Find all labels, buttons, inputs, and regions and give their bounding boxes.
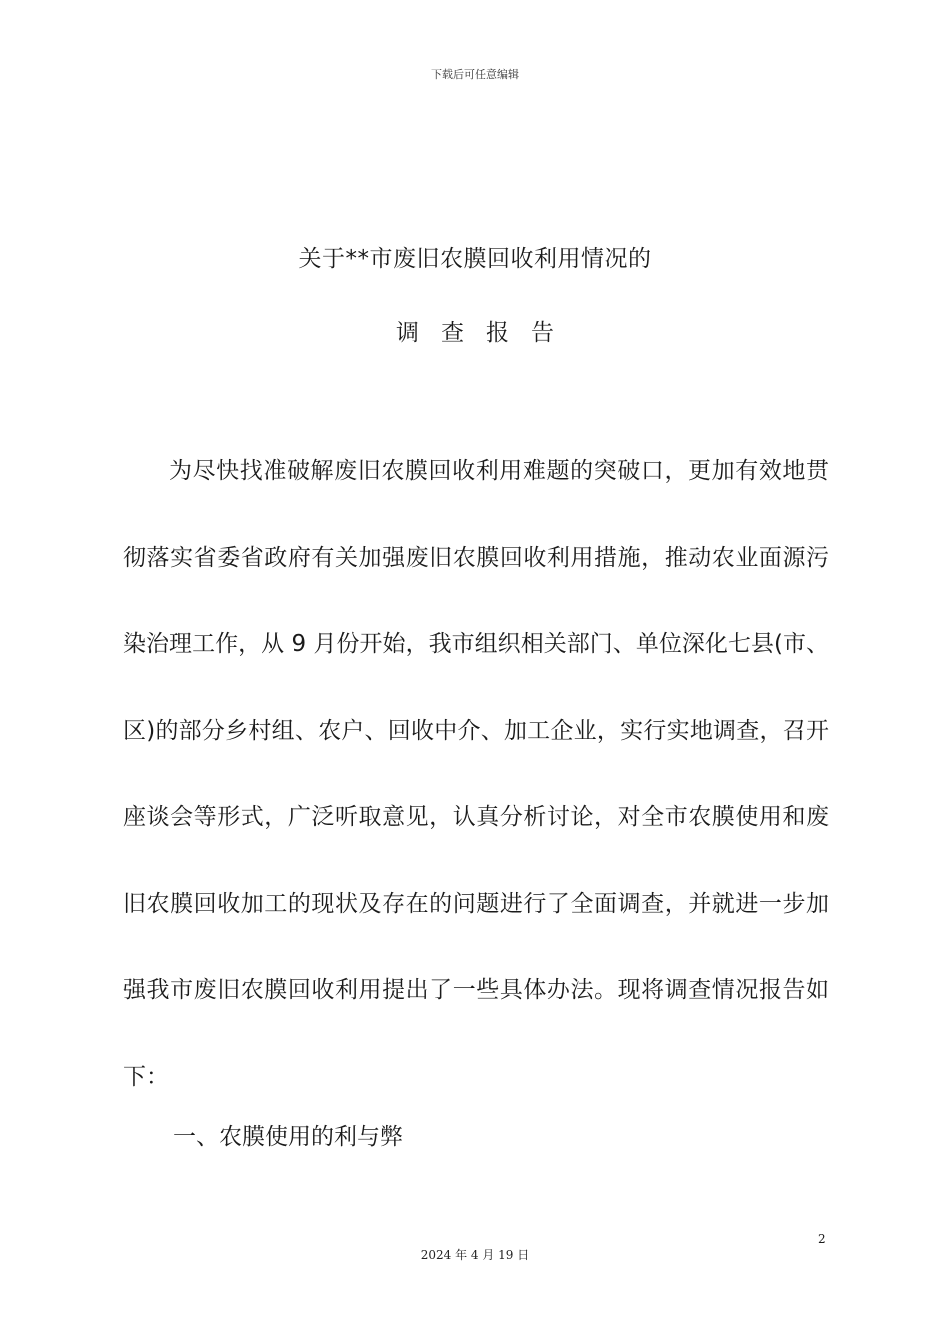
section-heading: 一、农膜使用的利与弊 (173, 1124, 403, 1150)
document-subtitle: 调查报告 (396, 320, 576, 346)
footer-date: 2024 年 4 月 19 日 (420, 1248, 530, 1262)
intro-paragraph: 为尽快找准破解废旧农膜回收利用难题的突破口，更加有效地贯彻落实省委省政府有关加强废旧农膜回收利用措施，推动农业面源污染治理工作，从 9 月份开始，我市组织相关部门、单位深化七县(市、区)的部分乡村组、农户、回收中介、加工企业，实行实地调查，召开座谈会等形式，广泛听取意见，认真分析讨论，对全市农膜使用和废旧农膜回收加工的现状及存在的问题进行了全面调查，并就进一步加强我市废旧农膜回收利用提出了一些具体办法。现将调查情况报告如下： (123, 458, 829, 1090)
page-number: 2 (818, 1232, 826, 1246)
document-title: 关于**市废旧农膜回收利用情况的 (298, 246, 652, 272)
header-note: 下载后可任意编辑 (431, 68, 519, 81)
